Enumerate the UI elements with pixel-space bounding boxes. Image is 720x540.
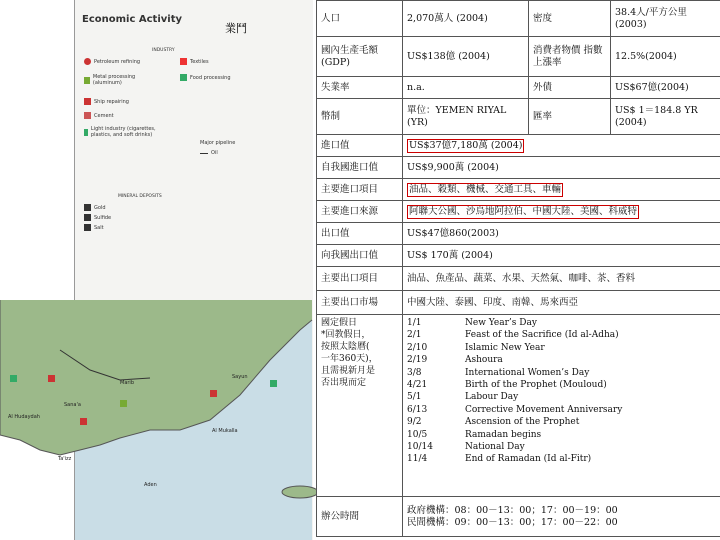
legend-item: Textiles [180, 58, 209, 65]
cell-value-highlighted: US$37億7,180萬 (2004) [409, 139, 523, 151]
table-row [317, 1, 720, 37]
cell-label: 出口值 [317, 223, 403, 245]
cell-population-label: 人口 [317, 1, 403, 37]
table-row [317, 245, 720, 267]
holiday-row: 1/1 New Year’s Day [407, 318, 537, 328]
cell-cpi-label: 消費者物價 指數上漲率 [529, 37, 611, 77]
holiday-row: 10/14 National Day [407, 442, 525, 453]
holiday-row: 10/5 Ramadan begins [407, 429, 542, 440]
holiday-row: 9/2 Ascension of the Prophet [407, 417, 580, 428]
industry-icon [10, 375, 17, 382]
cell-currency-label: 幣制 [317, 99, 403, 135]
place-label: Al Mukalla [212, 428, 238, 434]
table-row [317, 77, 720, 99]
legend-item: Petroleum refining [84, 58, 140, 65]
industry-icon [120, 400, 127, 407]
table-row [317, 179, 720, 201]
table-row [317, 497, 720, 537]
holiday-row: 2/19 Ashoura [407, 355, 503, 366]
table-row [317, 157, 720, 179]
legend-item: Food processing [180, 74, 231, 81]
cell-currency-value: 單位：YEMEN RIYAL (YR) [403, 99, 529, 135]
cell-gdp-label: 國內生產毛額 (GDP) [317, 37, 403, 77]
legend-item: Gold [84, 204, 106, 211]
cell-debt-value: US$67億(2004) [611, 77, 720, 99]
cell-value-highlighted: 阿聯大公國、沙烏地阿拉伯、中國大陸、美國、科威特 [409, 205, 638, 217]
cell-label: 進口值 [317, 135, 403, 157]
holiday-row: 11/4 End of Ramadan (Id al-Fitr) [407, 454, 592, 465]
holiday-row: 5/1 Labour Day [407, 392, 519, 403]
map-title: Economic Activity [82, 14, 182, 25]
cell-gdp-value: US$138億 (2004) [403, 37, 529, 77]
country-info-table [316, 0, 720, 540]
legend-item: Metal processing (aluminum) [84, 74, 154, 86]
cell-value: 中國大陸、泰國、印度、南韓、馬來西亞 [403, 291, 720, 315]
cell-unemployment-value: n.a. [403, 77, 529, 99]
holiday-row: 2/10 Islamic New Year [407, 342, 545, 353]
cell-unemployment-label: 失業率 [317, 77, 403, 99]
table-row [317, 223, 720, 245]
legend-item: Sulfide [84, 214, 111, 221]
table-row [317, 37, 720, 77]
industry-icon [48, 375, 55, 382]
place-label: Sayun [232, 374, 248, 380]
cell-label: 主要出口項目 [317, 267, 403, 291]
table-row [317, 99, 720, 135]
cell-value: US$47億860(2003) [403, 223, 720, 245]
table-row [317, 267, 720, 291]
cell-office-label: 辦公時間 [317, 497, 403, 537]
cell-debt-label: 外債 [529, 77, 611, 99]
cell-value: US$ 170萬 (2004) [403, 245, 720, 267]
economic-activity-map [0, 0, 316, 540]
yemen-map-svg [0, 0, 316, 540]
cell-value: US$9,900萬 (2004) [403, 157, 720, 179]
legend-item: Light industry (cigarettes, plastics, and soft drinks) [84, 126, 162, 138]
legend-mineral-heading: MINERAL DEPOSITS [118, 194, 162, 199]
legend-item: Salt [84, 224, 104, 231]
cell-population-value: 2,070萬人 (2004) [403, 1, 529, 37]
cell-value: 油品、魚產品、蔬菜、水果、天然氣、咖啡、茶、香料 [403, 267, 720, 291]
industry-icon [270, 380, 277, 387]
industry-icon [80, 418, 87, 425]
cell-label: 主要出口市場 [317, 291, 403, 315]
legend-item: Cement [84, 112, 114, 119]
place-label: Marib [120, 380, 134, 386]
cell-label: 主要進口項目 [317, 179, 403, 201]
holiday-row: 6/13 Corrective Movement Anniversary [407, 404, 623, 415]
legend-industry-heading: INDUSTRY [152, 48, 175, 53]
table-row [317, 135, 720, 157]
cell-density-label: 密度 [529, 1, 611, 37]
holiday-row: 4/21 Birth of the Prophet (Mouloud) [407, 380, 607, 391]
place-label: Ta'izz [58, 456, 72, 462]
industry-icon [210, 390, 217, 397]
table-row [317, 315, 720, 497]
cell-exchange-value: US$ 1＝184.8 YR (2004) [611, 99, 720, 135]
table-row [317, 201, 720, 223]
socotra-island [282, 486, 316, 498]
holiday-row: 3/8 International Women’s Day [407, 367, 590, 378]
cell-value-highlighted: 油品、穀類、機械、交通工具、車輛 [409, 183, 562, 195]
cell-label: 向我國出口值 [317, 245, 403, 267]
place-label: Sana'a [64, 402, 81, 408]
cell-label: 主要進口來源 [317, 201, 403, 223]
table-row [317, 291, 720, 315]
place-label: Al Hudaydah [8, 414, 40, 420]
cell-exchange-label: 匯率 [529, 99, 611, 135]
cell-holidays-list [403, 315, 720, 497]
legend-item: Ship repairing [84, 98, 129, 105]
cell-density-value: 38.4人/平方公里 (2003) [611, 1, 720, 37]
place-label: Aden [144, 482, 157, 488]
map-title-chinese: 業鬥 [225, 22, 247, 35]
cell-cpi-value: 12.5%(2004) [611, 37, 720, 77]
cell-holidays-label: 國定假日 *回教假日， 按照太陰曆( 一年360天)， 且需視新月是 否出現而定 [317, 315, 403, 497]
cell-label: 自我國進口值 [317, 157, 403, 179]
cell-office-hours: 政府機構：08：00－13：00；17：00－19：00 民間機構：09：00－13：00；17：00－22：00 [403, 497, 720, 537]
holiday-row: 2/1 Feast of the Sacrifice (Id al-Adha) [407, 330, 619, 341]
legend-pipeline: Major pipeline [200, 140, 236, 146]
legend-item: Oil [200, 150, 218, 156]
